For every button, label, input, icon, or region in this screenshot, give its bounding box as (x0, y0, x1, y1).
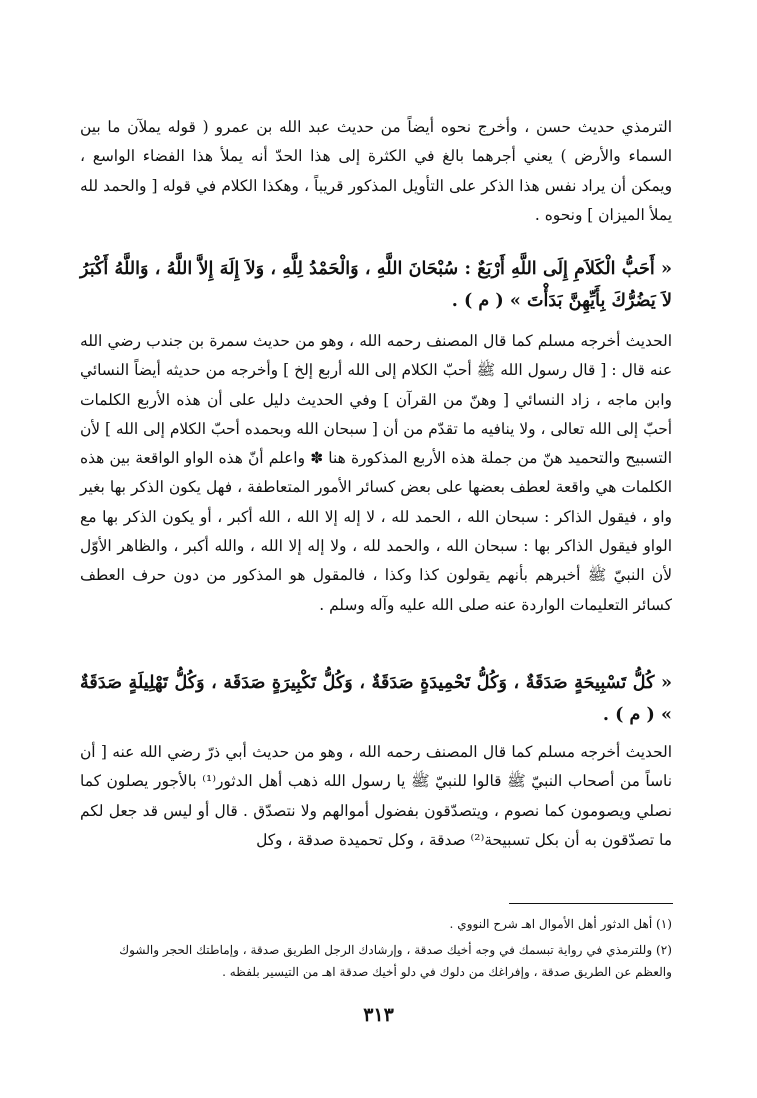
footnote-1: (١) أهل الدثور أهل الأموال اهـ شرح النووي . (449, 917, 672, 931)
commentary-paragraph-1: الترمذي حديث حسن ، وأخرج نحوه أيضاً من حديث عبد الله بن عمرو ( قوله يملآن ما بين السماء والأرض ) يعني أجرهما بالغ في الكثرة إلى هذا الحدّ أنه يملأ هذا الفضاء الواسع ، ويمكن أن يراد نفس هذا الذكر على التأويل المذكور قريباً ، وهكذا الكلام في قوله [ والحمد لله يملأ الميزان ] ونحوه . (80, 118, 672, 224)
hadith-text-2: « كُلُّ تَسْبِيحَةٍ صَدَقَةٌ ، وَكُلُّ تَحْمِيدَةٍ صَدَقَةٌ ، وَكُلُّ تَكْبِيرَةٍ صَدَقَة ، وَكُلُّ تَهْلِيلَةٍ صَدَقَةٌ » ( م ) . (80, 672, 672, 725)
page-number: ٣١٣ (363, 1004, 394, 1026)
footnote-2: (٢) وللترمذي في رواية تبسمك في وجه أخيك صدقة ، وإرشادك الرجل الطريق صدقة ، وإماطتك الحجر والشوك والعظم عن الطريق صدقة ، وإفراغك من دلوك في دلو أخيك صدقة اهـ من التيسير بلفظه . (119, 943, 672, 979)
hadith-text-1: « أَحَبُّ الْكَلاَمِ إِلَى اللَّهِ أَرْبَعٌ : سُبْحَانَ اللَّهِ ، وَالْحَمْدُ لِلَّهِ ، وَلاَ إِلَهَ إِلاَّ اللَّهُ ، وَاللَّهُ أَكْبَرُ لاَ يَضُرُّكَ بِأَيِّهِنَّ بَدَأْتَ » ( م ) . (80, 258, 672, 311)
footnote-divider (509, 903, 673, 904)
commentary-paragraph-3: الحديث أخرجه مسلم كما قال المصنف رحمه الله ، وهو من حديث أبي ذرّ رضي الله عنه [ أن ناساً من أصحاب النبيّ ﷺ قالوا للنبيّ ﷺ يا رسول الله ذهب أهل الدثور⁽¹⁾ بالأجور يصلون كما نصلي ويصومون كما نصوم ، ويتصدّقون بفضول أموالهم ولا نتصدّق . قال أو ليس قد جعل لكم ما تصدّقون به أن بكل تسبيحة⁽²⁾ صدقة ، وكل تحميدة صدقة ، وكل (80, 743, 672, 849)
commentary-paragraph-2: الحديث أخرجه مسلم كما قال المصنف رحمه الله ، وهو من حديث سمرة بن جندب رضي الله عنه قال : [ قال رسول الله ﷺ أحبّ الكلام إلى الله أربع إلخ ] وأخرجه من حديثه أيضاً النسائي وابن ماجه ، زاد النسائي [ وهنّ من القرآن ] وفي الحديث دليل على أن هذه الأربع الكلمات أحبّ إلى الله تعالى ، ولا ينافيه ما تقدّم من أن [ سبحان الله وبحمده أحبّ الكلام إلى الله ] لأن التسبيح والتحميد هنّ من جملة هذه الأربع المذكورة هنا ✽ واعلم أنّ هذه الواو الواقعة بين هذه الكلمات هي واقعة لعطف بعضها على بعض كسائر الأمور المتعاطفة ، فهل يكون الذكر بها بغير واو ، فيقول الذاكر : سبحان الله ، الحمد لله ، لا إله إلا الله ، الله أكبر ، أو يكون الذكر بها مع الواو فيقول الذاكر بها : سبحان الله ، والحمد لله ، ولا إله إلا الله ، والله أكبر ، والظاهر الأوّل لأن النبيّ ﷺ أخبرهم بأنهم يقولون كذا وكذا ، فالمقول هو المذكور من دون حرف العطف كسائر التعليمات الواردة عنه صلى الله عليه وآله وسلم . (80, 332, 672, 614)
